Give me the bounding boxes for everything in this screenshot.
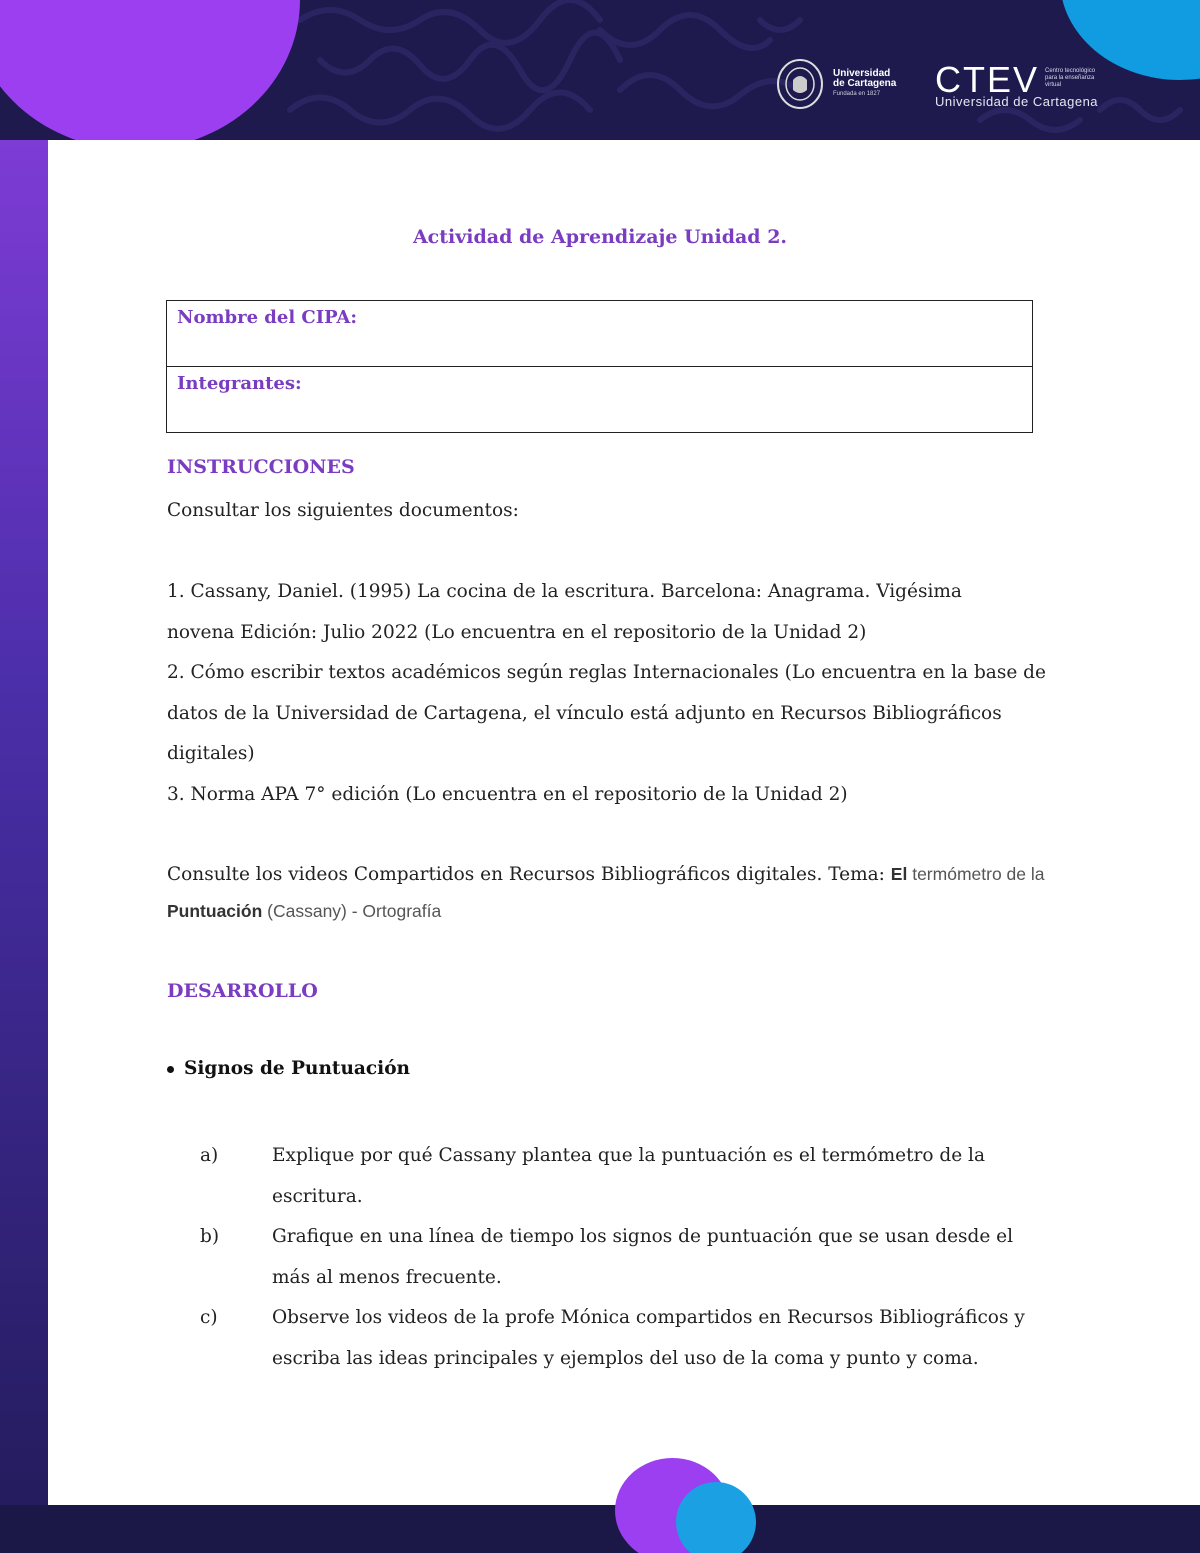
document-title: Actividad de Aprendizaje Unidad 2. bbox=[412, 226, 788, 248]
instructions-intro: Consultar los siguientes documentos: bbox=[167, 500, 519, 521]
videos-topic-puntuacion: Puntuación bbox=[167, 901, 263, 921]
udc-logo-line1: Universidad bbox=[833, 68, 891, 79]
bullet-item bbox=[167, 1058, 410, 1079]
question-letter: b) bbox=[200, 1226, 220, 1247]
videos-topic-el: El bbox=[890, 864, 908, 884]
footer-band bbox=[0, 1505, 1200, 1553]
ctev-logo bbox=[935, 59, 1105, 100]
question-text: Observe los videos de la profe Mónica compartidos en Recursos Bibliográficos y escriba las ideas principales y ejemplos del uso de la coma y punto y coma. bbox=[272, 1307, 1025, 1369]
question-item bbox=[200, 1217, 1040, 1298]
university-seal-icon bbox=[775, 58, 825, 110]
questions-list bbox=[200, 1136, 1040, 1379]
cipa-name-field[interactable]: Nombre del CIPA: bbox=[167, 301, 1033, 367]
universidad-de-cartagena-logo bbox=[775, 58, 896, 110]
cipa-form-table bbox=[166, 300, 1033, 433]
question-text: Explique por qué Cassany plantea que la puntuación es el termómetro de la escritura. bbox=[272, 1145, 985, 1207]
udc-logo-line3: Fundada en 1827 bbox=[833, 91, 881, 97]
ctev-logo-word: CTEV bbox=[935, 59, 1040, 100]
question-letter: c) bbox=[200, 1307, 218, 1328]
question-text: Grafique en una línea de tiempo los signos de puntuación que se usan desde el más al menos frecuente. bbox=[272, 1226, 1014, 1288]
members-field[interactable]: Integrantes: bbox=[167, 367, 1033, 433]
udc-logo-line2: de Cartagena bbox=[833, 78, 897, 89]
development-heading: DESARROLLO bbox=[167, 980, 318, 1002]
decorative-blob-blue-bottom bbox=[676, 1482, 756, 1553]
question-item bbox=[200, 1298, 1040, 1379]
bullet-dot-icon bbox=[167, 1066, 174, 1073]
reference-item-2: 2. Cómo escribir textos académicos según reglas Internacionales (Lo encuentra en la base de datos de la Universidad de Cartagena, el vínculo está adjunto en Recursos Bibliográficos digitales) bbox=[167, 662, 1046, 764]
videos-paragraph bbox=[167, 856, 1047, 930]
videos-topic-rest: (Cassany) - Ortografía bbox=[262, 901, 442, 921]
reference-item-1: 1. Cassany, Daniel. (1995) La cocina de la escritura. Barcelona: Anagrama. Vigésima novena Edición: Julio 2022 (Lo encuentra en el repositorio de la Unidad 2) bbox=[167, 581, 962, 643]
question-item bbox=[200, 1136, 1040, 1217]
question-letter: a) bbox=[200, 1145, 219, 1166]
ctev-logo-subtitle: Universidad de Cartagena bbox=[935, 94, 1099, 109]
videos-text: Consulte los videos Compartidos en Recursos Bibliográficos digitales. Tema: bbox=[167, 864, 891, 885]
bullet-label: Signos de Puntuación bbox=[184, 1058, 410, 1079]
reference-item-3: 3. Norma APA 7° edición (Lo encuentra en el repositorio de la Unidad 2) bbox=[167, 784, 848, 805]
left-border-gradient bbox=[0, 0, 48, 1553]
videos-topic-termometro: termómetro de la bbox=[907, 864, 1045, 884]
instructions-heading: INSTRUCCIONES bbox=[167, 456, 355, 478]
ctev-logo-tagline: Centro tecnológico para la enseñanza virtual bbox=[1045, 68, 1096, 88]
